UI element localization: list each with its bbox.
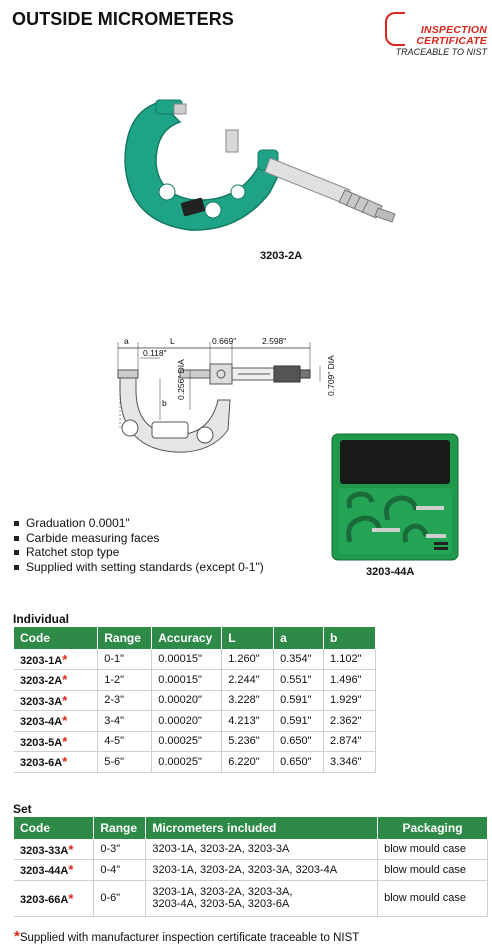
col-header-L: L: [222, 627, 274, 649]
individual-table: [14, 627, 376, 773]
feature-item: Ratchet stop type: [14, 545, 264, 560]
inspection-certificate-logo: [385, 9, 489, 57]
code-cell: [14, 670, 98, 691]
b-cell: 1.496": [324, 670, 376, 691]
cert-line-3: TRACEABLE TO NIST: [395, 47, 487, 57]
individual-table-body: [14, 649, 376, 772]
range-cell: 4-5": [98, 731, 152, 752]
feature-item: Carbide measuring faces: [14, 531, 264, 546]
included-cell: [146, 860, 378, 881]
col-header-packaging: Packaging: [378, 817, 488, 839]
code-cell: [14, 752, 98, 773]
dim-0256: [176, 359, 186, 400]
dim-label-L: L: [170, 336, 175, 346]
table-row: [14, 731, 376, 752]
included-cell: [146, 839, 378, 860]
b-cell: 1.929": [324, 690, 376, 711]
range-cell: 0-1": [98, 649, 152, 670]
a-cell: 0.354": [274, 649, 324, 670]
table-row: [14, 880, 488, 916]
code-cell: [14, 690, 98, 711]
dimension-diagram: [100, 330, 340, 480]
code-cell: [14, 649, 98, 670]
table-header-row: [14, 817, 488, 839]
code-cell: [14, 880, 94, 916]
range-cell: 0-4": [94, 860, 146, 881]
table-row: [14, 752, 376, 773]
footnote-text: Supplied with manufacturer inspection certificate traceable to NIST: [19, 932, 360, 944]
code-value: 3203-3A: [20, 695, 63, 708]
packaging-cell: blow mould case: [378, 880, 488, 916]
table-row: [14, 670, 376, 691]
range-cell: 2-3": [98, 690, 152, 711]
dim-0669: 0.669": [212, 336, 237, 346]
col-header-included: Micrometers included: [146, 817, 378, 839]
code-value: 3203-6A: [20, 757, 63, 770]
b-cell: 1.102": [324, 649, 376, 670]
asterisk-mark: *: [14, 928, 20, 945]
asterisk-mark: *: [62, 754, 68, 770]
included-cell: [146, 880, 378, 916]
col-header-b: b: [324, 627, 376, 649]
feature-item: Supplied with setting standards (except 0-1"): [14, 560, 264, 575]
code-value: 3203-44A: [20, 865, 69, 878]
asterisk-mark: *: [62, 692, 68, 708]
b-cell: 2.874": [324, 731, 376, 752]
a-cell: 0.551": [274, 670, 324, 691]
cert-line-1: INSPECTION: [420, 24, 487, 36]
range-cell: 1-2": [98, 670, 152, 691]
a-cell: 0.591": [274, 711, 324, 732]
L-cell: 4.213": [222, 711, 274, 732]
accuracy-cell: 0.00025": [152, 731, 222, 752]
accuracy-cell: 0.00015": [152, 649, 222, 670]
col-header-accuracy: Accuracy: [152, 627, 222, 649]
range-cell: 5-6": [98, 752, 152, 773]
certificate-frame-icon: [385, 12, 405, 46]
page-title: OUTSIDE MICROMETERS: [12, 9, 234, 29]
cert-line-2: CERTIFICATE: [416, 35, 487, 47]
code-cell: [14, 711, 98, 732]
table-row: [14, 649, 376, 670]
feature-item: Graduation 0.0001": [14, 516, 264, 531]
individual-heading: Individual: [13, 612, 70, 626]
L-cell: 1.260": [222, 649, 274, 670]
asterisk-mark: *: [62, 651, 68, 667]
included-line: 3203-1A, 3203-2A, 3203-3A,: [152, 886, 293, 898]
included-line: 3203-1A, 3203-2A, 3203-3A, 3203-4A: [152, 863, 338, 876]
code-value: 3203-1A: [20, 654, 63, 667]
col-header-range: Range: [98, 627, 152, 649]
asterisk-mark: *: [68, 890, 74, 906]
col-header-range: Range: [94, 817, 146, 839]
code-value: 3203-66A: [20, 893, 69, 906]
code-value: 3203-5A: [20, 736, 63, 749]
packaging-cell: blow mould case: [378, 839, 488, 860]
dim-0256-value: 0.256": [176, 375, 186, 400]
footnote: [14, 928, 359, 945]
code-value: 3203-33A: [20, 844, 69, 857]
asterisk-mark: *: [62, 672, 68, 688]
accuracy-cell: 0.00020": [152, 711, 222, 732]
dim-label-a: a: [124, 336, 129, 346]
range-cell: 3-4": [98, 711, 152, 732]
dim-2598: 2.598": [262, 336, 287, 346]
dim-0118: 0.118": [143, 348, 167, 358]
b-cell: 3.346": [324, 752, 376, 773]
code-value: 3203-4A: [20, 716, 63, 729]
L-cell: 2.244": [222, 670, 274, 691]
L-cell: 5.236": [222, 731, 274, 752]
b-cell: 2.362": [324, 711, 376, 732]
table-row: [14, 711, 376, 732]
table-row: [14, 860, 488, 881]
col-header-code: Code: [14, 817, 94, 839]
packaging-cell: blow mould case: [378, 860, 488, 881]
table-header-row: [14, 627, 376, 649]
accuracy-cell: 0.00025": [152, 752, 222, 773]
included-line: 3203-4A, 3203-5A, 3203-6A: [152, 898, 290, 910]
dim-0709: 0.709" DIA: [326, 355, 336, 396]
range-cell: 0-3": [94, 839, 146, 860]
code-cell: [14, 731, 98, 752]
table-row: [14, 839, 488, 860]
included-line: 3203-1A, 3203-2A, 3203-3A: [152, 843, 290, 855]
table-row: [14, 690, 376, 711]
micrometer-set-case-photo: [330, 432, 460, 562]
a-cell: 0.591": [274, 690, 324, 711]
set-table: [14, 817, 488, 917]
accuracy-cell: 0.00020": [152, 690, 222, 711]
accuracy-cell: 0.00015": [152, 670, 222, 691]
dim-0256-dia: DIA: [176, 359, 186, 374]
asterisk-mark: *: [62, 733, 68, 749]
set-caption: 3203-44A: [366, 566, 415, 578]
a-cell: 0.650": [274, 731, 324, 752]
code-cell: [14, 839, 94, 860]
asterisk-mark: *: [68, 862, 74, 878]
code-value: 3203-2A: [20, 675, 63, 688]
a-cell: 0.650": [274, 752, 324, 773]
col-header-a: a: [274, 627, 324, 649]
code-cell: [14, 860, 94, 881]
feature-list: [14, 516, 264, 574]
micrometer-photo: [120, 92, 400, 242]
product-caption: 3203-2A: [260, 250, 303, 262]
L-cell: 6.220": [222, 752, 274, 773]
dim-label-b: b: [162, 398, 167, 408]
asterisk-mark: *: [62, 713, 68, 729]
asterisk-mark: *: [68, 841, 74, 857]
set-heading: Set: [13, 802, 32, 816]
col-header-code: Code: [14, 627, 98, 649]
range-cell: 0-6": [94, 880, 146, 916]
L-cell: 3.228": [222, 690, 274, 711]
set-table-body: [14, 839, 488, 916]
